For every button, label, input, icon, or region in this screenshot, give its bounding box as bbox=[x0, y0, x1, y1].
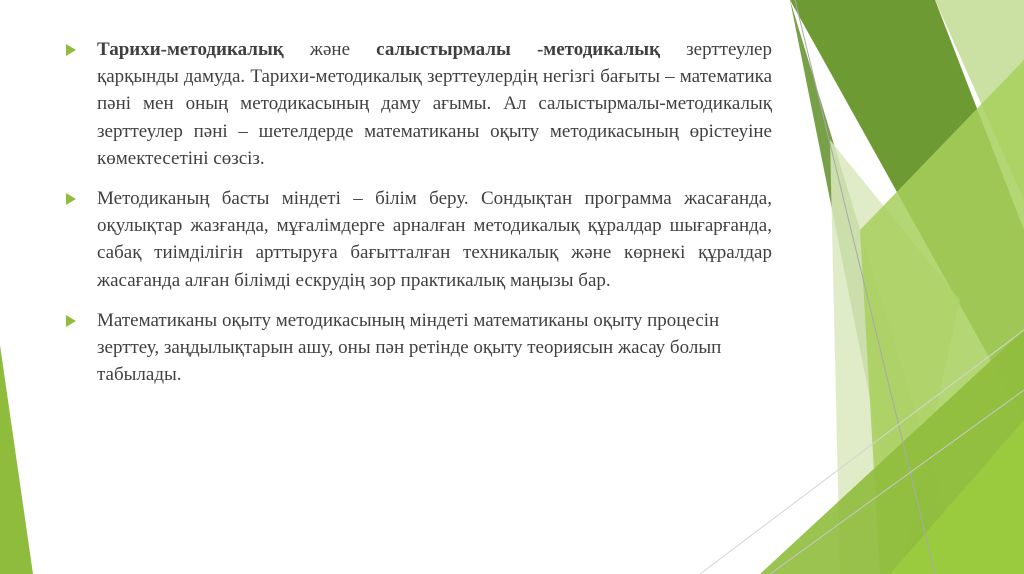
slide-body-text bbox=[66, 36, 772, 401]
bullet-paragraph-1 bbox=[66, 36, 772, 172]
bullet-paragraph-3 bbox=[66, 307, 772, 389]
bold-term-comparative: салыстырмалы -методикалық bbox=[376, 39, 661, 60]
paragraph-text: Методиканың басты міндеті – білім беру. Сондықтан программа жасағанда, оқулықтар жазғанда, мұғалімдерге арналған методикалық құралдар шығарғанда, сабақ тиімділігін арттыруға бағытталған техникалық және көрнекі құралдар жасағанда алған білімді ескрудің зор практикалық маңызы бар. bbox=[97, 188, 772, 291]
paragraph-text: зерттеулер қарқынды дамуда. Тарихи-методикалық зерттеулердің негізгі бағыты – математика пәні мен оның методикасының даму ағымы. Ал салыстырмалы-методикалық зерттеулер пәні – шетелдерде математиканы оқыту методикасының өрістеуіне көмектесетіні сөзсіз. bbox=[97, 39, 772, 169]
left-green-sliver bbox=[0, 345, 33, 574]
triangle-bullet-icon bbox=[66, 193, 76, 205]
triangle-bullet-icon bbox=[66, 315, 76, 327]
bold-term-historical: Тарихи-методикалық bbox=[97, 39, 284, 60]
paragraph-text: Математиканы оқыту методикасының міндеті математиканы оқыту процесін зерттеу, заңдылықтарын ашу, оны пән ретінде оқыту теориясын жасау болып табылады. bbox=[97, 309, 722, 386]
triangle-bullet-icon bbox=[66, 44, 76, 56]
paragraph-text: және bbox=[283, 39, 377, 60]
bullet-paragraph-2 bbox=[66, 185, 772, 294]
